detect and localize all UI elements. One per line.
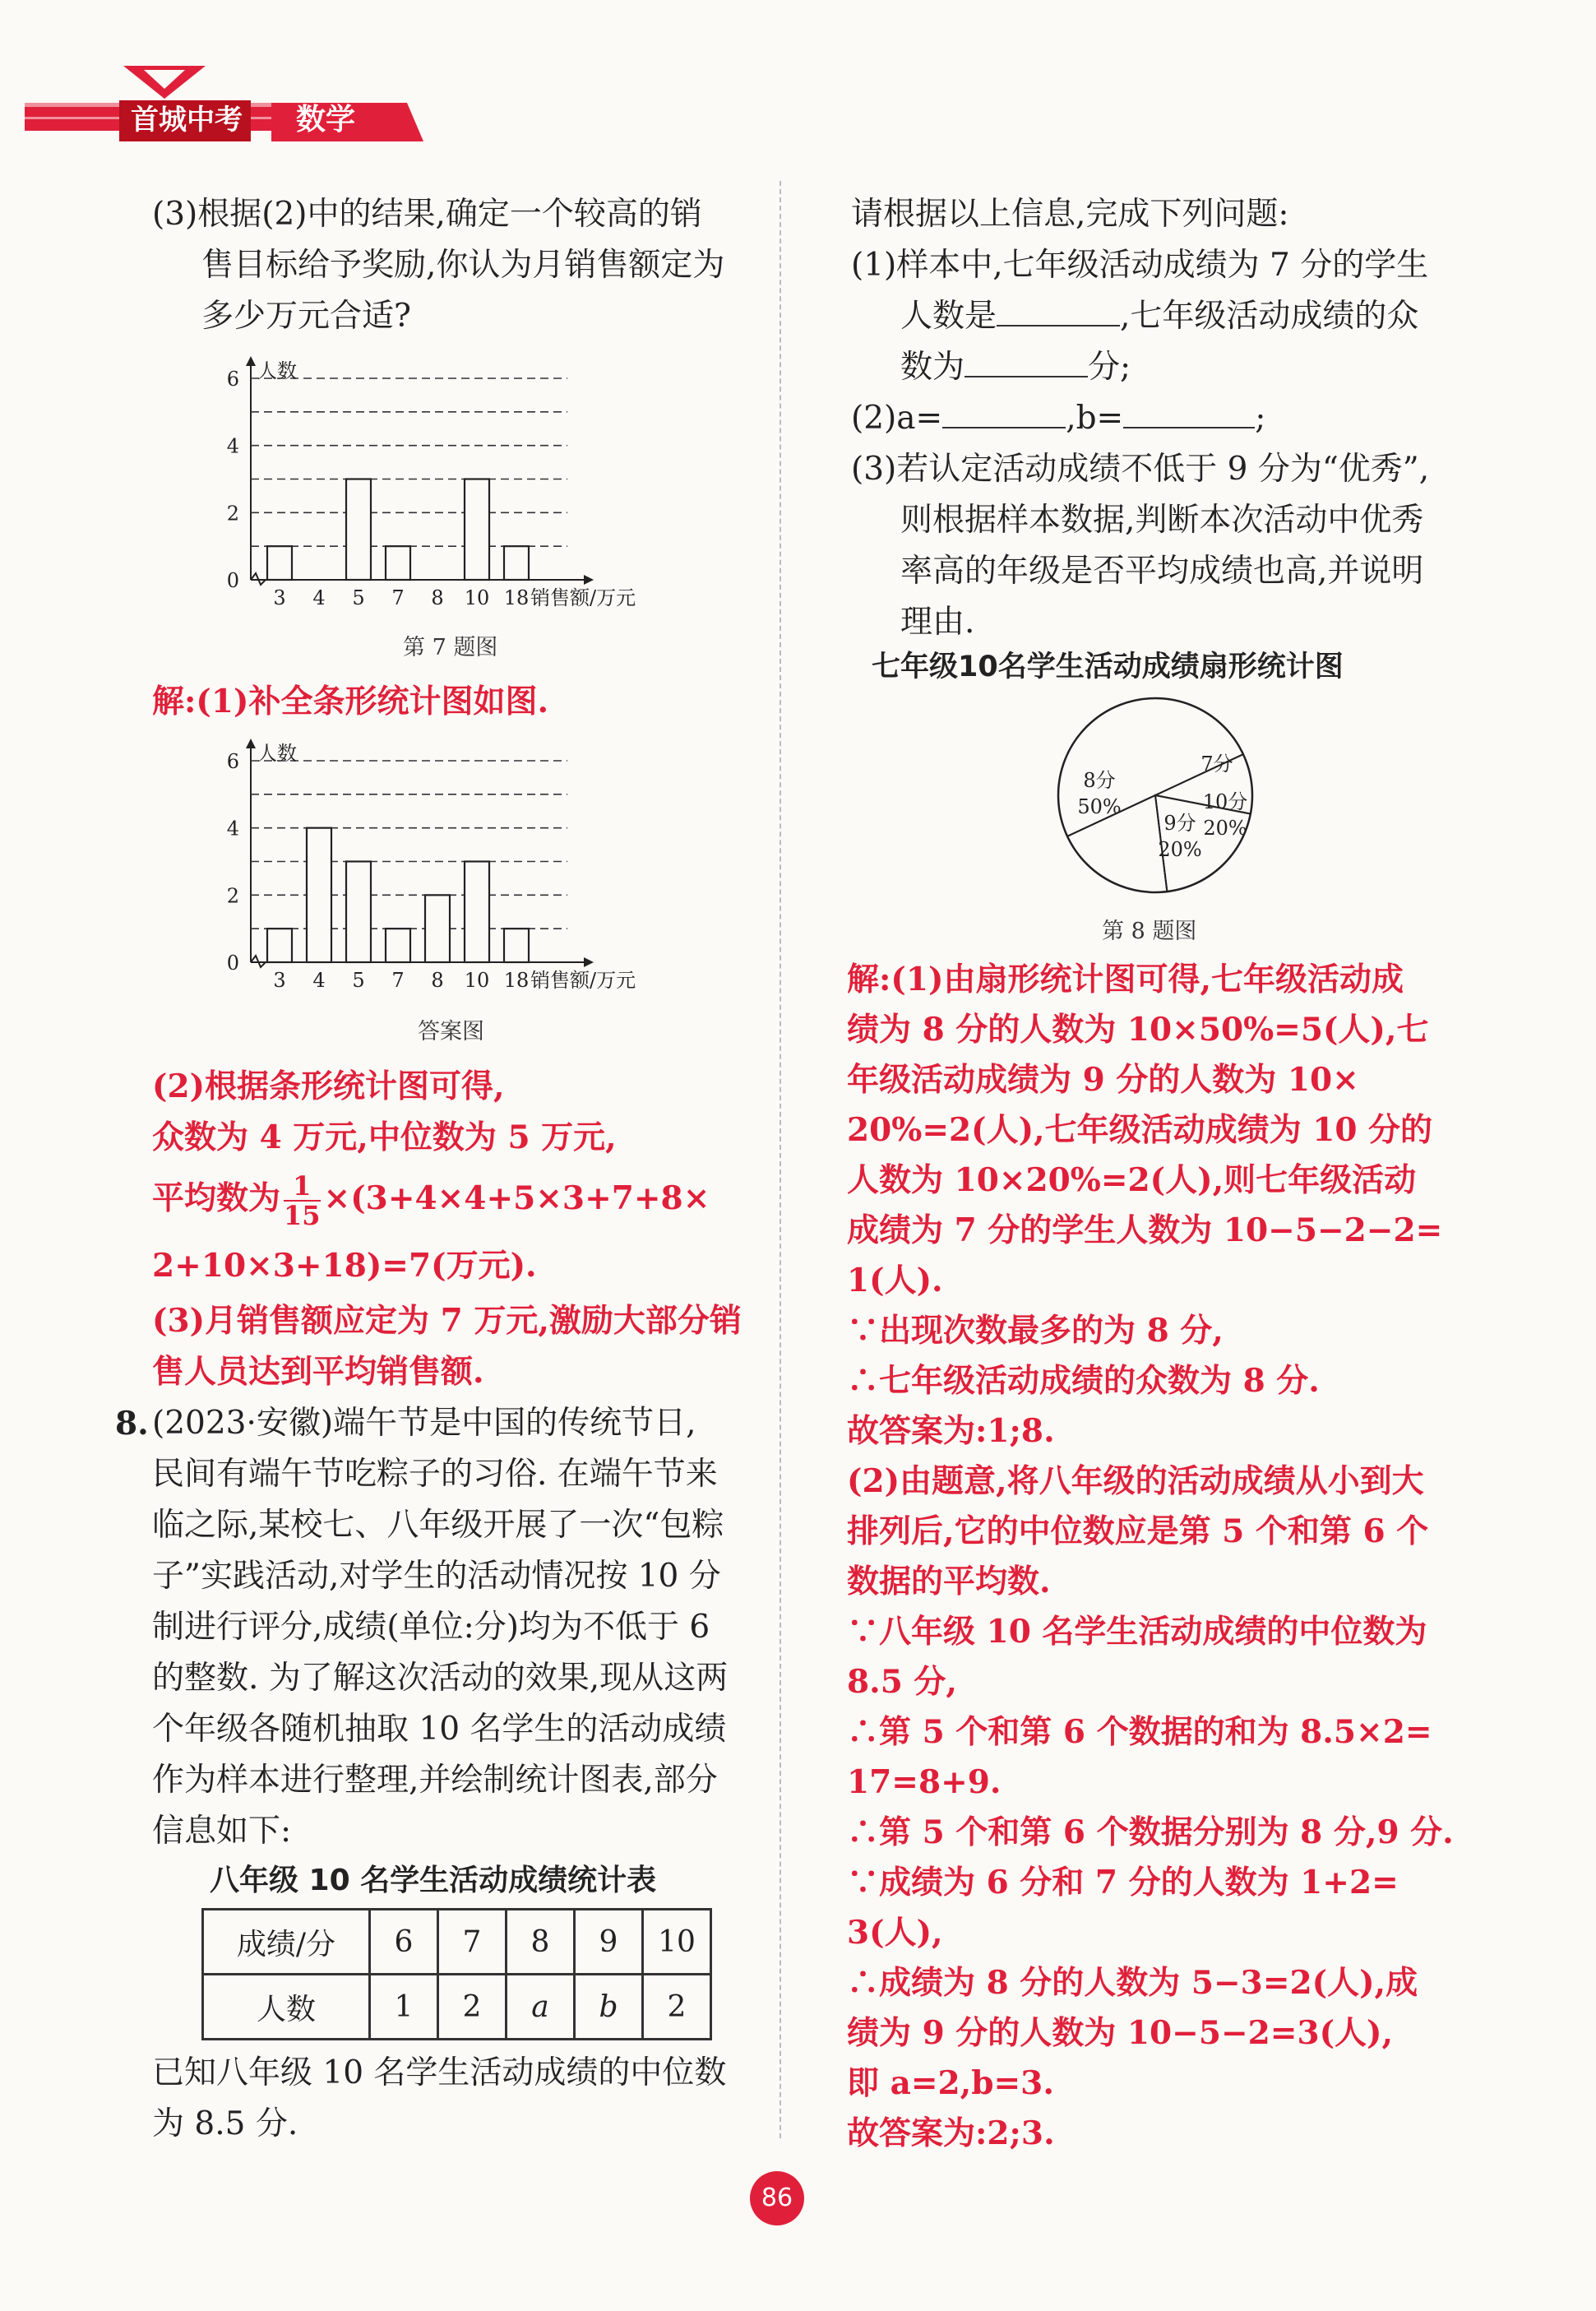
y-tick-label: 4	[226, 817, 239, 841]
mean-prefix: 平均数为	[152, 1179, 281, 1217]
figure-caption: 答案图	[418, 1019, 484, 1044]
x-tick-label: 18	[503, 586, 530, 609]
bar	[307, 828, 331, 962]
pie-slice-label: 8分	[1083, 769, 1116, 792]
solution-line: 故答案为:2;3.	[847, 2114, 1055, 2152]
answer-blank[interactable]	[1123, 402, 1255, 428]
solution-line: ∴第 5 个和第 6 个数据分别为 8 分,9 分.	[847, 1813, 1454, 1851]
bar	[386, 929, 410, 962]
bar	[425, 895, 450, 962]
y-axis-label: 人数	[257, 359, 297, 382]
q7-part3-line: (3)根据(2)中的结果,确定一个较高的销	[152, 196, 702, 233]
solution-part3-line: (3)月销售额应定为 7 万元,激励大部分销	[152, 1302, 742, 1340]
bar	[346, 862, 371, 963]
pie-slice-percent: 20%	[1158, 838, 1202, 861]
x-tick-label: 8	[431, 586, 444, 609]
q7-part3-line: 售目标给予奖励,你认为月销售额定为	[201, 247, 725, 284]
bar	[386, 546, 410, 580]
table-row	[203, 1910, 711, 1975]
pie-slice-label: 10分	[1202, 790, 1248, 813]
bar	[504, 546, 529, 580]
table-row	[203, 1975, 711, 2040]
solution-line: 即 a=2,b=3.	[847, 2064, 1054, 2102]
bar	[465, 862, 489, 963]
pie-slice-percent: 20%	[1203, 817, 1247, 840]
q8-line: 制进行评分,成绩(单位:分)均为不低于 6	[152, 1609, 710, 1646]
table-cell: 8	[507, 1910, 575, 1975]
bar	[504, 929, 529, 962]
q8-part1-line	[900, 342, 1131, 393]
x-axis-arrow	[584, 957, 594, 967]
table-cell: 成绩/分	[203, 1910, 370, 1975]
table-cell: 2	[438, 1975, 507, 2040]
fraction	[284, 1172, 321, 1230]
x-tick-label: 4	[312, 969, 326, 992]
q8-line: 子”实践活动,对学生的活动情况按 10 分	[152, 1558, 721, 1595]
table-cell: 2	[643, 1975, 711, 2040]
solution-line: 17=8+9.	[847, 1763, 1002, 1801]
table-cell: a	[507, 1975, 575, 2040]
q8-part1-line	[900, 291, 1418, 342]
solution-line: 20%=2(人),七年级活动成绩为 10 分的	[847, 1111, 1433, 1149]
q8-line: 民间有端午节吃粽子的习俗. 在端午节来	[152, 1456, 718, 1493]
table-cell: 1	[370, 1975, 438, 2040]
q1-text: 人数是	[900, 298, 997, 335]
grade-table	[201, 1908, 712, 2040]
x-tick-label: 10	[464, 969, 490, 992]
q2-text: ;	[1255, 400, 1266, 437]
solution-line: 绩为 8 分的人数为 10×50%=5(人),七	[847, 1011, 1429, 1049]
table-cell: 6	[370, 1910, 438, 1975]
table-title: 八年级 10 名学生活动成绩统计表	[210, 1864, 657, 1897]
solution-line: 成绩为 7 分的学生人数为 10−5−2−2=	[847, 1211, 1443, 1249]
q1-text: ,七年级活动成绩的众	[1120, 298, 1419, 335]
subject-label: 数学	[296, 103, 356, 137]
y-tick-label: 2	[226, 884, 239, 908]
y-tick-label: 6	[226, 368, 239, 391]
page-header	[0, 49, 460, 164]
solution-line: 8.5 分,	[847, 1663, 958, 1701]
q8-part3-line: (3)若认定活动成绩不低于 9 分为“优秀”,	[851, 451, 1430, 488]
mean-expression: ×(3+4×4+5×3+7+8×	[323, 1179, 710, 1217]
q2-text: ,b=	[1066, 400, 1124, 437]
q8-line: 个年级各随机抽取 10 名学生的活动成绩	[152, 1711, 727, 1748]
question-number: 8.	[115, 1405, 149, 1443]
q8-line: 信息如下:	[152, 1813, 292, 1850]
solution-part2-mean	[152, 1172, 710, 1230]
q8-part3-line: 则根据样本数据,判断本次活动中优秀	[900, 502, 1424, 539]
bar	[465, 479, 489, 581]
fraction-numerator: 1	[284, 1172, 321, 1202]
y-tick-label: 2	[226, 502, 239, 526]
solution-part3-line: 售人员达到平均销售额.	[152, 1353, 484, 1391]
x-axis-label: 销售额/万元	[530, 586, 636, 609]
q8-part2-line	[851, 393, 1265, 444]
x-tick-label: 3	[273, 586, 286, 609]
column-divider	[779, 181, 781, 2138]
solution-line: ∵成绩为 6 分和 7 分的人数为 1+2=	[847, 1864, 1399, 1901]
solution-line: ∴七年级活动成绩的众数为 8 分.	[847, 1362, 1320, 1400]
x-tick-label: 18	[503, 969, 530, 992]
x-tick-label: 5	[352, 969, 365, 992]
pie-slice-label: 9分	[1163, 812, 1196, 835]
pie-slice-label: 7分	[1200, 753, 1233, 776]
table-cell: b	[575, 1975, 643, 2040]
solution-line: ∴成绩为 8 分的人数为 5−3=2(人),成	[847, 1964, 1418, 2002]
q8-part3-line: 率高的年级是否平均成绩也高,并说明	[900, 553, 1424, 590]
pie-slice-percent: 50%	[1077, 795, 1122, 818]
q2-text: (2)a=	[851, 400, 943, 437]
x-tick-label: 4	[312, 586, 326, 609]
x-tick-label: 5	[352, 586, 365, 609]
solution-line: ∴第 5 个和第 6 个数据的和为 8.5×2=	[847, 1713, 1432, 1751]
table-cell: 7	[438, 1910, 507, 1975]
y-axis-label: 人数	[257, 742, 297, 765]
x-tick-label: 7	[391, 586, 405, 609]
y-tick-label: 4	[226, 434, 239, 458]
q1-text: 数为	[900, 349, 965, 386]
x-tick-label: 8	[431, 969, 444, 992]
intro-text: 请根据以上信息,完成下列问题:	[851, 196, 1289, 233]
page-number: 86	[761, 2184, 793, 2212]
solution-line: (2)由题意,将八年级的活动成绩从小到大	[847, 1462, 1424, 1500]
q7-part3-line: 多少万元合适?	[201, 298, 411, 335]
answer-blank[interactable]	[997, 300, 1120, 327]
q8-part3-line: 理由.	[900, 604, 975, 641]
q8-line: 作为样本进行整理,并绘制统计图表,部分	[152, 1762, 718, 1799]
x-tick-label: 3	[273, 969, 286, 992]
q8-line: 临之际,某校七、八年级开展了一次“包粽	[152, 1507, 724, 1544]
q8-after-line: 为 8.5 分.	[152, 2105, 298, 2142]
solution-line: ∵八年级 10 名学生活动成绩的中位数为	[847, 1613, 1427, 1651]
solution-part2-line: 2+10×3+18)=7(万元).	[152, 1247, 537, 1285]
y-tick-label: 0	[226, 952, 239, 975]
figure-caption: 第 7 题图	[403, 635, 498, 660]
answer-blank[interactable]	[942, 402, 1066, 428]
y-tick-label: 6	[226, 750, 239, 773]
solution-part1: 解:(1)补全条形统计图如图.	[152, 683, 549, 720]
q8-line: 的整数. 为了解这次活动的效果,现从这两	[152, 1660, 729, 1697]
bar	[346, 479, 371, 581]
x-tick-label: 7	[391, 969, 405, 992]
q1-text: 分;	[1088, 349, 1131, 386]
q8-part1-line: (1)样本中,七年级活动成绩为 7 分的学生	[851, 247, 1429, 284]
bar-chart-question	[214, 345, 699, 617]
brand-name: 首城中考	[131, 104, 243, 137]
solution-line: 排列后,它的中位数应是第 5 个和第 6 个	[847, 1512, 1429, 1550]
solution-line: 3(人),	[847, 1914, 943, 1952]
solution-part2-line: 众数为 4 万元,中位数为 5 万元,	[152, 1118, 617, 1156]
table-cell: 10	[643, 1910, 711, 1975]
figure-caption: 第 8 题图	[1102, 919, 1197, 944]
y-axis-arrow	[246, 356, 256, 366]
solution-line: ∵出现次数最多的为 8 分,	[847, 1312, 1224, 1350]
q8-line: (2023·安徽)端午节是中国的传统节日,	[152, 1405, 696, 1442]
fraction-denominator: 15	[284, 1200, 321, 1231]
solution-line: 人数为 10×20%=2(人),则七年级活动	[847, 1161, 1417, 1199]
x-axis-arrow	[584, 575, 594, 585]
y-axis-arrow	[246, 739, 256, 748]
bar	[267, 929, 292, 962]
answer-blank[interactable]	[965, 351, 1088, 377]
solution-line: 年级活动成绩为 9 分的人数为 10×	[847, 1061, 1359, 1099]
solution-line: 数据的平均数.	[847, 1563, 1051, 1600]
pie-chart	[1044, 695, 1266, 896]
bar	[267, 546, 292, 580]
table-cell: 人数	[203, 1975, 370, 2040]
solution-line: 故答案为:1;8.	[847, 1412, 1055, 1450]
table-cell: 9	[575, 1910, 643, 1975]
x-axis-label: 销售额/万元	[530, 969, 636, 992]
x-tick-label: 10	[464, 586, 490, 609]
pie-chart-title: 七年级10名学生活动成绩扇形统计图	[872, 651, 1344, 683]
q8-after-line: 已知八年级 10 名学生活动成绩的中位数	[152, 2054, 727, 2091]
solution-line: 1(人).	[847, 1262, 943, 1299]
y-tick-label: 0	[226, 569, 239, 592]
solution-part2-line: (2)根据条形统计图可得,	[152, 1068, 505, 1105]
solution-line: 绩为 9 分的人数为 10−5−2=3(人),	[847, 2014, 1394, 2052]
solution-line: 解:(1)由扇形统计图可得,七年级活动成	[847, 961, 1404, 998]
bar-chart-answer	[214, 728, 699, 999]
